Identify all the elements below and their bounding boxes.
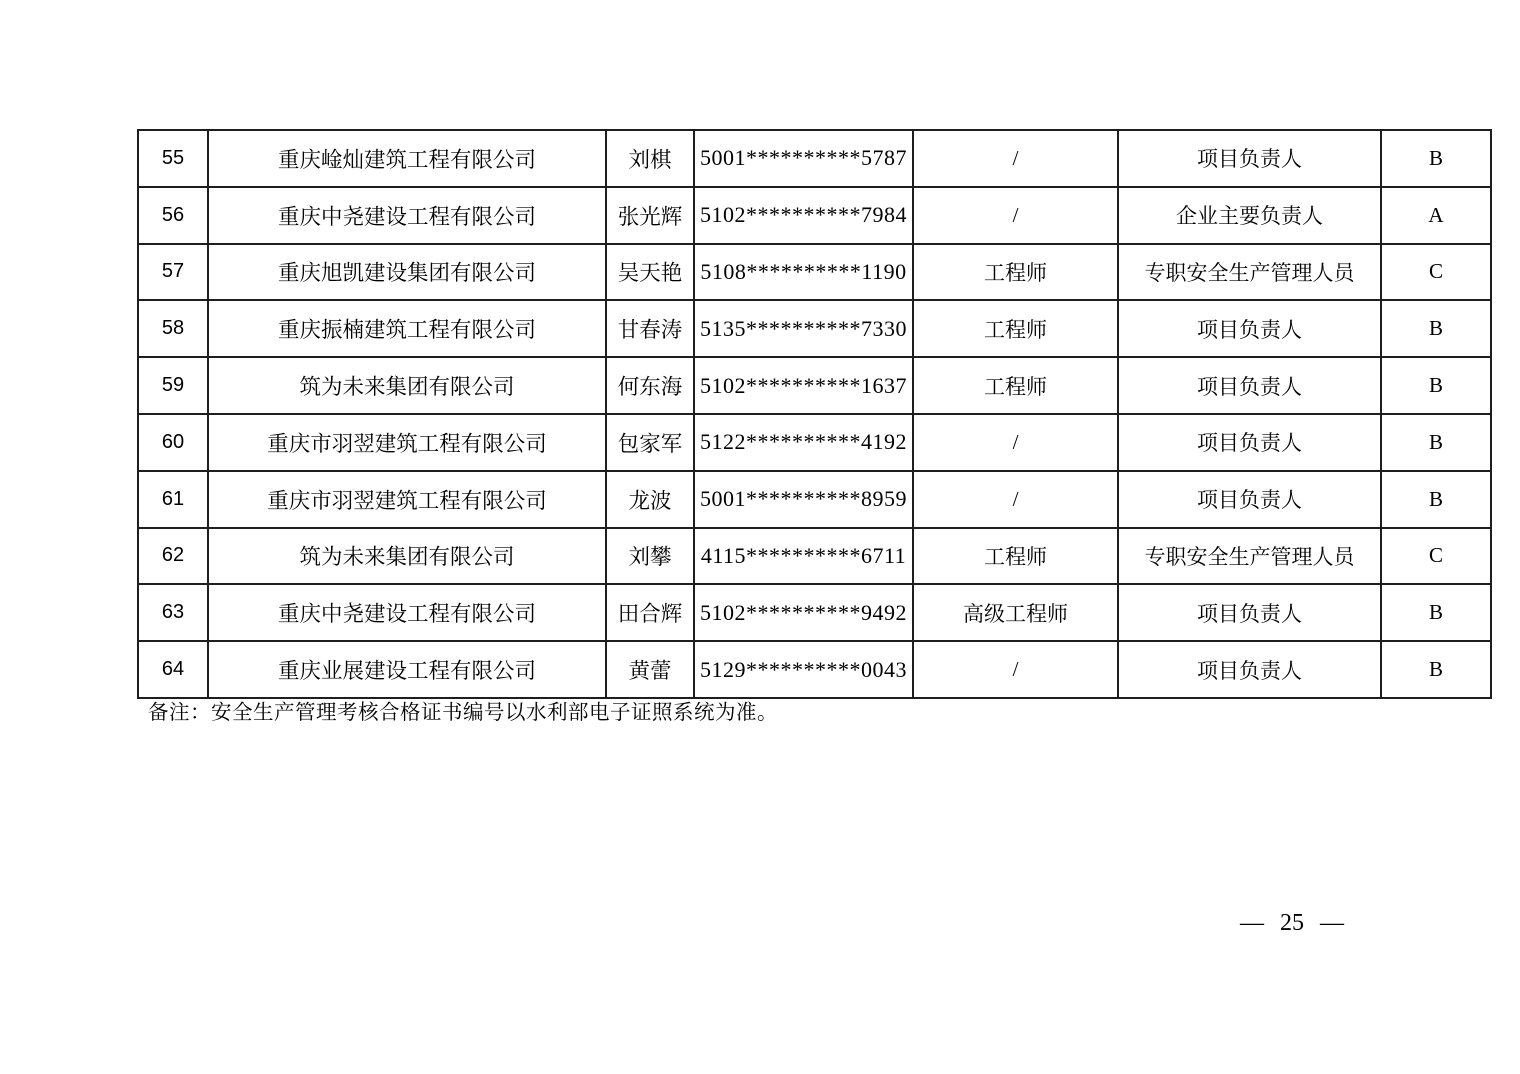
id-number-cell: 5135**********7330	[694, 300, 913, 357]
id-number-cell: 5102**********1637	[694, 357, 913, 414]
position-cell: 专职安全生产管理人员	[1118, 244, 1381, 301]
position-cell: 项目负责人	[1118, 357, 1381, 414]
table-row	[138, 300, 1491, 357]
name-cell: 甘春涛	[606, 300, 694, 357]
company-cell: 重庆中尧建设工程有限公司	[208, 187, 606, 244]
id-number-cell: 5122**********4192	[694, 414, 913, 471]
table-row	[138, 130, 1491, 187]
position-cell: 项目负责人	[1118, 414, 1381, 471]
remark-note: 备注：安全生产管理考核合格证书编号以水利部电子证照系统为准。	[148, 702, 778, 724]
company-cell: 重庆旭凯建设集团有限公司	[208, 244, 606, 301]
title-cell: /	[913, 471, 1118, 528]
row-number-cell: 61	[138, 471, 208, 528]
position-cell: 专职安全生产管理人员	[1118, 528, 1381, 585]
id-number-cell: 5108**********1190	[694, 244, 913, 301]
table-row	[138, 357, 1491, 414]
title-cell: 工程师	[913, 300, 1118, 357]
grade-cell: B	[1381, 130, 1491, 187]
position-cell: 项目负责人	[1118, 471, 1381, 528]
row-number-cell: 59	[138, 357, 208, 414]
id-number-cell: 5001**********8959	[694, 471, 913, 528]
grade-cell: A	[1381, 187, 1491, 244]
id-number-cell: 4115**********6711	[694, 528, 913, 585]
position-cell: 项目负责人	[1118, 584, 1381, 641]
title-cell: 工程师	[913, 528, 1118, 585]
title-cell: /	[913, 187, 1118, 244]
table-row	[138, 528, 1491, 585]
title-cell: 高级工程师	[913, 584, 1118, 641]
id-number-cell: 5129**********0043	[694, 641, 913, 698]
grade-cell: B	[1381, 357, 1491, 414]
grade-cell: C	[1381, 528, 1491, 585]
name-cell: 刘攀	[606, 528, 694, 585]
company-cell: 筑为未来集团有限公司	[208, 528, 606, 585]
table-row	[138, 414, 1491, 471]
grade-cell: B	[1381, 641, 1491, 698]
company-cell: 重庆振楠建筑工程有限公司	[208, 300, 606, 357]
table-row	[138, 471, 1491, 528]
table-row	[138, 641, 1491, 698]
name-cell: 张光辉	[606, 187, 694, 244]
grade-cell: B	[1381, 471, 1491, 528]
grade-cell: B	[1381, 414, 1491, 471]
row-number-cell: 64	[138, 641, 208, 698]
company-cell: 重庆中尧建设工程有限公司	[208, 584, 606, 641]
title-cell: /	[913, 130, 1118, 187]
position-cell: 项目负责人	[1118, 130, 1381, 187]
id-number-cell: 5001**********5787	[694, 130, 913, 187]
id-number-cell: 5102**********9492	[694, 584, 913, 641]
company-cell: 重庆市羽翌建筑工程有限公司	[208, 414, 606, 471]
title-cell: 工程师	[913, 357, 1118, 414]
name-cell: 何东海	[606, 357, 694, 414]
table-row	[138, 244, 1491, 301]
row-number-cell: 55	[138, 130, 208, 187]
position-cell: 项目负责人	[1118, 641, 1381, 698]
row-number-cell: 58	[138, 300, 208, 357]
page-number: — 25 —	[1240, 910, 1344, 936]
name-cell: 刘棋	[606, 130, 694, 187]
row-number-cell: 63	[138, 584, 208, 641]
title-cell: /	[913, 414, 1118, 471]
company-cell: 筑为未来集团有限公司	[208, 357, 606, 414]
grade-cell: C	[1381, 244, 1491, 301]
name-cell: 黄蕾	[606, 641, 694, 698]
id-number-cell: 5102**********7984	[694, 187, 913, 244]
grade-cell: B	[1381, 300, 1491, 357]
row-number-cell: 57	[138, 244, 208, 301]
position-cell: 企业主要负责人	[1118, 187, 1381, 244]
table-row	[138, 584, 1491, 641]
company-cell: 重庆崯灿建筑工程有限公司	[208, 130, 606, 187]
position-cell: 项目负责人	[1118, 300, 1381, 357]
grade-cell: B	[1381, 584, 1491, 641]
name-cell: 吴天艳	[606, 244, 694, 301]
row-number-cell: 60	[138, 414, 208, 471]
name-cell: 田合辉	[606, 584, 694, 641]
name-cell: 包家军	[606, 414, 694, 471]
company-cell: 重庆业展建设工程有限公司	[208, 641, 606, 698]
title-cell: 工程师	[913, 244, 1118, 301]
name-cell: 龙波	[606, 471, 694, 528]
table-row	[138, 187, 1491, 244]
row-number-cell: 62	[138, 528, 208, 585]
certificate-table	[137, 129, 1492, 699]
row-number-cell: 56	[138, 187, 208, 244]
title-cell: /	[913, 641, 1118, 698]
company-cell: 重庆市羽翌建筑工程有限公司	[208, 471, 606, 528]
